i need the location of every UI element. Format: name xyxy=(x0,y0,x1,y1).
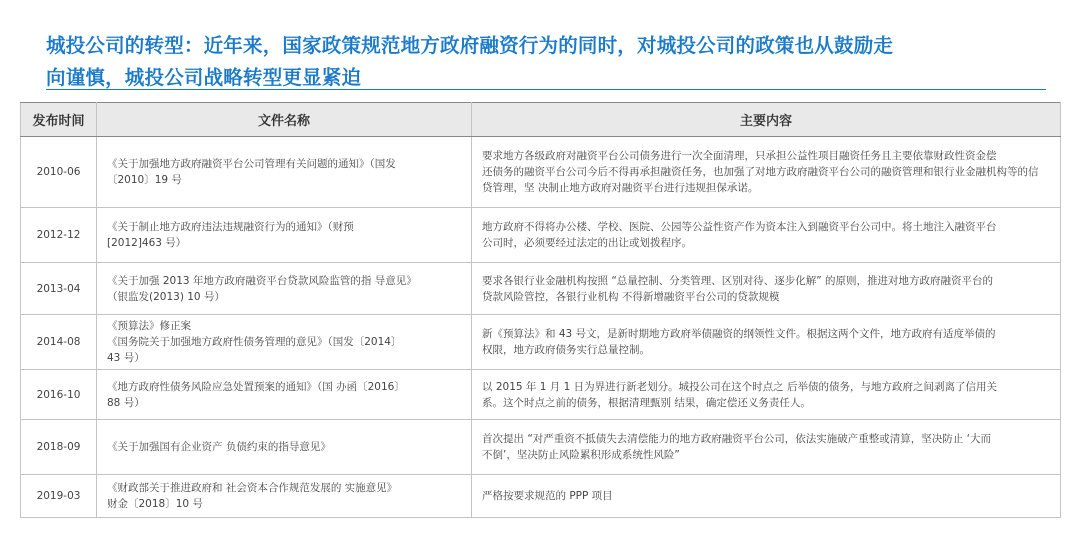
table-row xyxy=(21,208,1061,263)
content-line: 贷管理，坚 决制止地方政府对融资平台进行违规担保承诺。 xyxy=(482,182,759,194)
name-line: 《地方政府性债务风险应急处置预案的通知》（国 办函〔2016〕 xyxy=(107,380,405,393)
content-line: 要求各银行业金融机构按照 “总量控制、分类管理、区别对待、逐步化解” 的原则，推进对地方政府融资平台的 xyxy=(482,274,994,287)
name-line: 《关于加强地方政府融资平台公司管理有关问题的通知》（国发 xyxy=(107,158,396,170)
row-name xyxy=(97,315,472,370)
table-row xyxy=(21,315,1061,370)
page-title xyxy=(46,30,1056,94)
table-header-row xyxy=(21,103,1061,137)
name-line: （银监发(2013) 10 号） xyxy=(107,290,225,303)
row-content xyxy=(472,137,1061,208)
row-content xyxy=(472,315,1061,370)
title-underline xyxy=(46,89,1046,90)
content-line: 系。这个时点之前的债务，根据清理甄别 结果，确定偿还义务责任人。 xyxy=(482,396,811,409)
name-line: 《预算法》修正案 xyxy=(107,320,191,332)
row-content xyxy=(472,370,1061,420)
header-content: 主要内容 xyxy=(472,103,1061,137)
row-name xyxy=(97,420,472,475)
row-content xyxy=(472,208,1061,263)
name-line: 88 号） xyxy=(107,396,145,409)
row-date: 2019-03 xyxy=(21,475,97,518)
content-line: 严格按要求规范的 PPP 项目 xyxy=(482,490,613,502)
content-line: 地方政府不得将办公楼、学校、医院、公园等公益性资产作为资本注入到融资平台公司中。将土地注入融资平台 xyxy=(482,221,997,233)
content-line: 贷款风险管控，各银行业机构 不得新增融资平台公司的贷款规模 xyxy=(482,290,780,303)
table-row xyxy=(21,370,1061,420)
row-date: 2010-06 xyxy=(21,137,97,208)
header-name: 文件名称 xyxy=(97,103,472,137)
row-date: 2014-08 xyxy=(21,315,97,370)
row-name xyxy=(97,208,472,263)
row-date: 2012-12 xyxy=(21,208,97,263)
name-line: 《国务院关于加强地方政府性债务管理的意见》（国发〔2014〕 xyxy=(107,336,402,348)
row-date: 2013-04 xyxy=(21,263,97,315)
name-line: [2012]463 号） xyxy=(107,237,187,249)
row-content xyxy=(472,263,1061,315)
content-line: 新《预算法》和 43 号文，是新时期地方政府举债融资的纲领性文件。根据这两个文件，地方政府有适度举债的 xyxy=(482,328,996,340)
content-line: 还债务的融资平台公司今后不得再承担融资任务，也加强了对地方政府融资平台公司的融资管理和银行业金融机构等的信 xyxy=(482,166,1039,178)
row-content xyxy=(472,475,1061,518)
table-row xyxy=(21,263,1061,315)
table-row xyxy=(21,475,1061,518)
row-content xyxy=(472,420,1061,475)
name-line: 43 号） xyxy=(107,352,145,364)
row-name xyxy=(97,370,472,420)
row-name xyxy=(97,137,472,208)
table-row xyxy=(21,420,1061,475)
title-line-2: 向谨慎，城投公司战略转型更显紧迫 xyxy=(46,66,362,89)
content-line: 首次提出 “对严重资不抵债失去清偿能力的地方政府融资平台公司，依法实施破产重整或清算，坚决防止 ‘大而 xyxy=(482,433,991,445)
name-line: 《财政部关于推进政府和 社会资本合作规范发展的 实施意见》 xyxy=(107,482,398,494)
content-line: 权限，地方政府债务实行总量控制。 xyxy=(482,344,650,356)
name-line: 《关于加强国有企业资产 负债约束的指导意见》 xyxy=(107,441,331,453)
name-line: 《关于加强 2013 年地方政府融资平台贷款风险监管的指 导意见》 xyxy=(107,274,417,287)
title-line-1: 城投公司的转型：近年来，国家政策规范地方政府融资行为的同时，对城投公司的政策也从鼓励走 xyxy=(46,34,894,57)
name-line: 〔2010〕19 号 xyxy=(107,174,182,186)
row-date: 2016-10 xyxy=(21,370,97,420)
content-line: 公司时，必须要经过法定的出让或划拨程序。 xyxy=(482,237,692,249)
row-name xyxy=(97,263,472,315)
policy-table xyxy=(20,102,1061,518)
name-line: 财金〔2018〕10 号 xyxy=(107,498,203,510)
table-row xyxy=(21,137,1061,208)
content-line: 不倒’，坚决防止风险累积形成系统性风险” xyxy=(482,449,680,461)
name-line: 《关于制止地方政府违法违规融资行为的通知》（财预 xyxy=(107,221,354,233)
row-date: 2018-09 xyxy=(21,420,97,475)
content-line: 以 2015 年 1 月 1 日为界进行新老划分。城投公司在这个时点之 后举债的债务，与地方政府之间剥离了信用关 xyxy=(482,380,997,393)
row-name xyxy=(97,475,472,518)
content-line: 要求地方各级政府对融资平台公司债务进行一次全面清理，只承担公益性项目融资任务且主要依靠财政性资金偿 xyxy=(482,150,997,162)
header-date: 发布时间 xyxy=(21,103,97,137)
